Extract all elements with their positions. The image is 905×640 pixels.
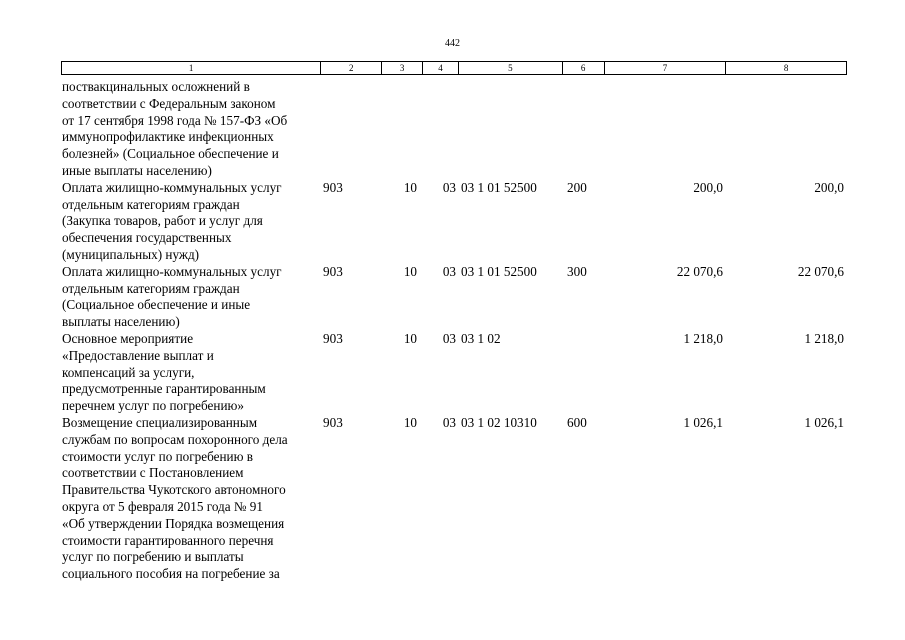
description-line: услуг по погребению и выплаты xyxy=(62,549,244,565)
header-col-1: 1 xyxy=(62,62,321,74)
table-row xyxy=(61,264,847,331)
row-section: 10 xyxy=(403,179,417,195)
row-subsection: 03 xyxy=(442,179,456,195)
row-amount-1: 22 070,6 xyxy=(676,263,723,279)
row-description xyxy=(61,264,321,331)
row-target-article: 03 1 02 xyxy=(461,330,501,346)
description-line: Оплата жилищно-коммунальных услуг xyxy=(62,263,282,279)
description-line: «Об утверждении Порядка возмещения xyxy=(62,515,285,531)
header-col-4: 4 xyxy=(423,62,459,74)
row-description xyxy=(61,180,321,264)
row-expense-type: 300 xyxy=(567,263,587,279)
description-line: службам по вопросам похоронного дела xyxy=(62,431,288,447)
header-col-5: 5 xyxy=(459,62,563,74)
description-line: Возмещение специализированным xyxy=(62,414,258,430)
description-line: Оплата жилищно-коммунальных услуг xyxy=(62,179,282,195)
row-ministry-code: 903 xyxy=(323,179,343,195)
row-subsection: 03 xyxy=(442,330,456,346)
description-line: стоимости услуг по погребению в xyxy=(62,448,253,464)
row-amount-1: 200,0 xyxy=(693,179,723,195)
row-section: 10 xyxy=(403,414,417,430)
description-line: отдельным категориям граждан xyxy=(62,196,240,212)
row-target-article: 03 1 01 52500 xyxy=(461,263,537,279)
description-line: иные выплаты населению) xyxy=(62,162,212,178)
row-description xyxy=(61,79,321,180)
row-amount-2: 200,0 xyxy=(814,179,844,195)
description-line: округа от 5 февраля 2015 года № 91 xyxy=(62,498,263,514)
description-line: отдельным категориям граждан xyxy=(62,280,240,296)
header-col-2: 2 xyxy=(321,62,382,74)
row-target-article: 03 1 02 10310 xyxy=(461,414,537,430)
description-line: (муниципальных) нужд) xyxy=(62,246,200,262)
description-line: обеспечения государственных xyxy=(62,230,232,246)
description-line: «Предоставление выплат и xyxy=(62,347,214,363)
description-line: иммунопрофилактике инфекционных xyxy=(62,129,274,145)
description-line: соответствии с Постановлением xyxy=(62,465,244,481)
row-subsection: 03 xyxy=(442,414,456,430)
description-line: предусмотренные гарантированным xyxy=(62,381,266,397)
description-line: социального пособия на погребение за xyxy=(62,566,280,582)
header-col-7: 7 xyxy=(605,62,727,74)
description-line: Основное мероприятие xyxy=(62,330,194,346)
row-subsection: 03 xyxy=(442,263,456,279)
description-line: (Социальное обеспечение и иные xyxy=(62,297,251,313)
row-target-article: 03 1 01 52500 xyxy=(461,179,537,195)
description-line: от 17 сентября 1998 года № 157-ФЗ «Об xyxy=(62,112,288,128)
page-number: 442 xyxy=(445,38,460,49)
description-line: стоимости гарантированного перечня xyxy=(62,532,274,548)
description-line: выплаты населению) xyxy=(62,314,180,330)
row-ministry-code: 903 xyxy=(323,330,343,346)
row-ministry-code: 903 xyxy=(323,263,343,279)
header-col-3: 3 xyxy=(382,62,423,74)
table-row xyxy=(61,79,847,180)
table-body xyxy=(61,79,847,583)
description-line: перечнем услуг по погребению» xyxy=(62,398,244,414)
row-amount-1: 1 026,1 xyxy=(683,414,723,430)
header-col-8: 8 xyxy=(783,63,789,73)
row-section: 10 xyxy=(403,263,417,279)
description-line: Правительства Чукотского автономного xyxy=(62,482,286,498)
description-line: компенсаций за услуги, xyxy=(62,364,195,380)
row-description xyxy=(61,415,321,583)
table-header xyxy=(61,61,847,75)
row-expense-type: 200 xyxy=(567,179,587,195)
row-amount-2: 1 026,1 xyxy=(804,414,844,430)
row-amount-2: 22 070,6 xyxy=(797,263,844,279)
description-line: соответствии с Федеральным законом xyxy=(62,95,276,111)
row-amount-1: 1 218,0 xyxy=(683,330,723,346)
table-row xyxy=(61,331,847,415)
row-expense-type: 600 xyxy=(567,414,587,430)
description-line: (Закупка товаров, работ и услуг для xyxy=(62,213,263,229)
row-section: 10 xyxy=(403,330,417,346)
row-amount-2: 1 218,0 xyxy=(804,330,844,346)
row-ministry-code: 903 xyxy=(323,414,343,430)
table-row xyxy=(61,180,847,264)
description-line: поствакцинальных осложнений в xyxy=(62,79,250,94)
row-description xyxy=(61,331,321,415)
header-col-6: 6 xyxy=(563,62,605,74)
table-row xyxy=(61,415,847,583)
description-line: болезней» (Социальное обеспечение и xyxy=(62,146,279,162)
